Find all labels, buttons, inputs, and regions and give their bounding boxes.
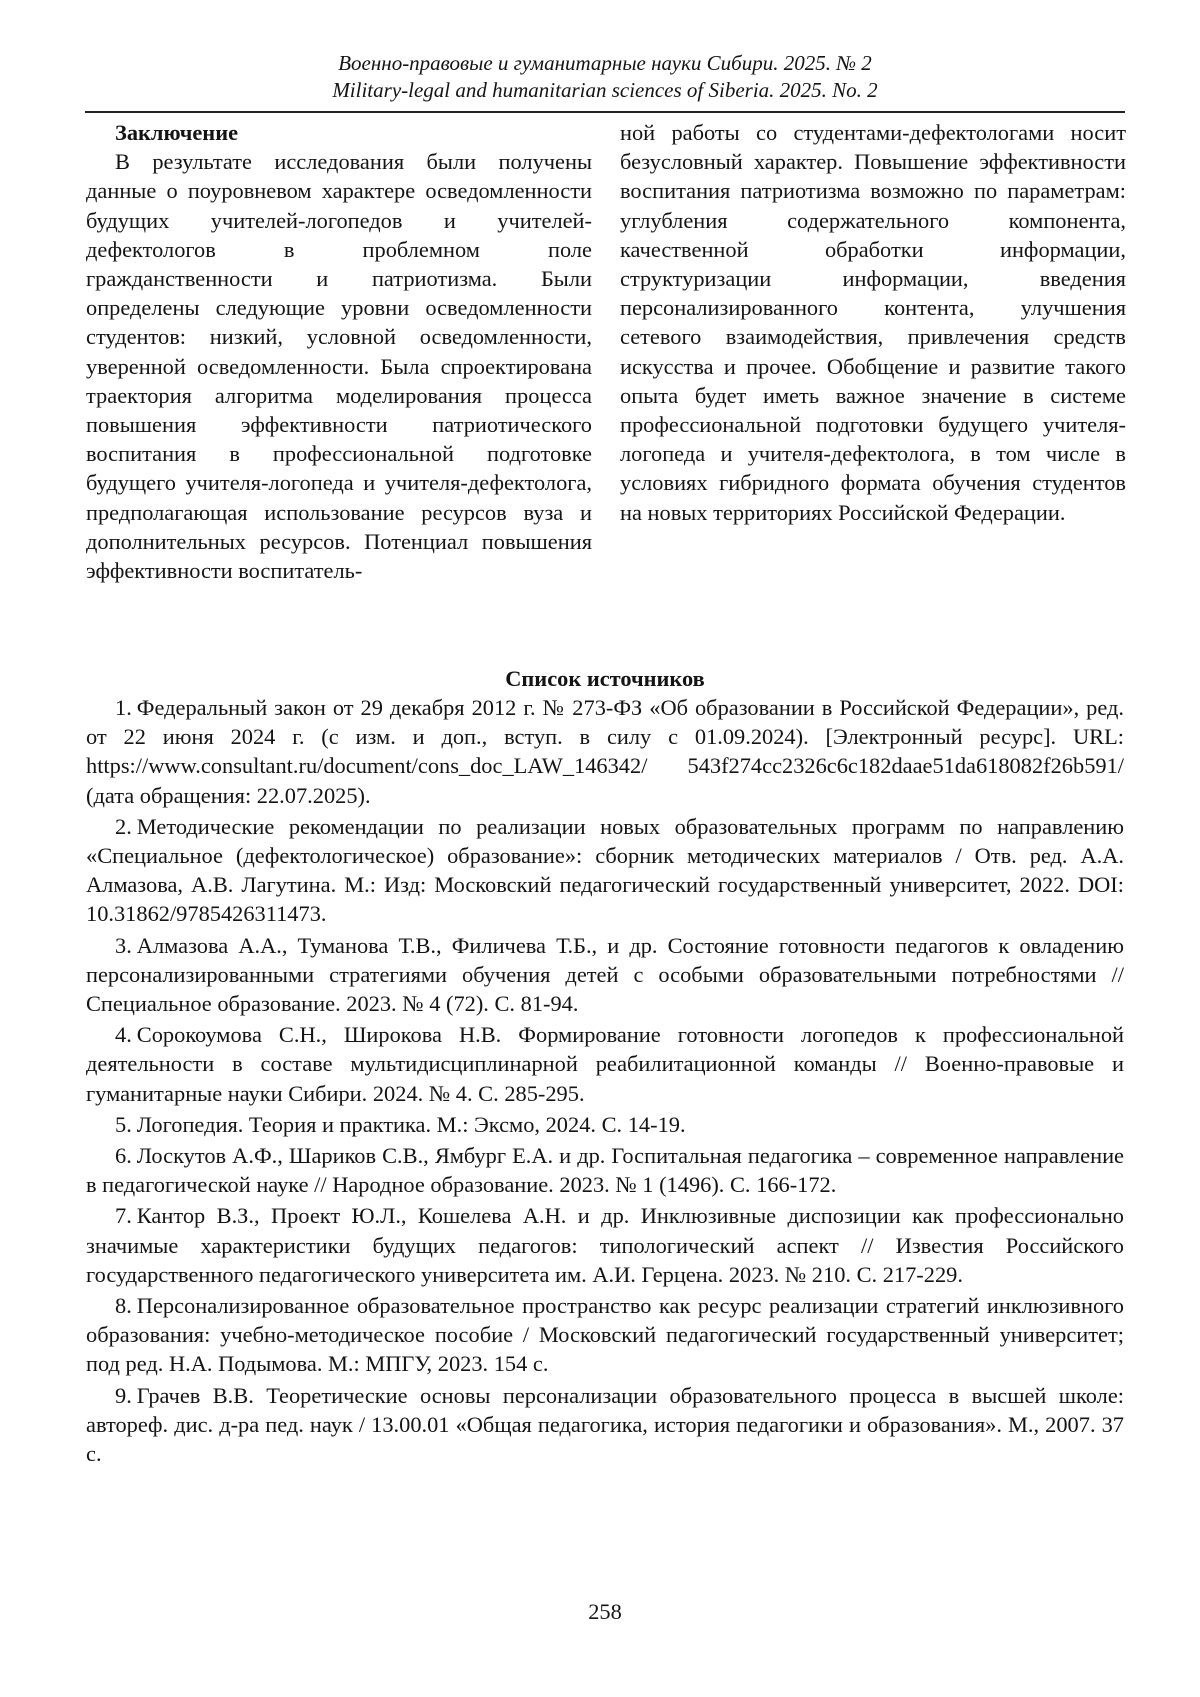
journal-title-en: Military-legal and humanitarian sciences of Siberia. 2025. No. 2 xyxy=(332,78,878,102)
reference-item: 7. Кантор В.З., Проект Ю.Л., Кошелева А.Н. и др. Инклюзивные диспозиции как профессионально значимые характеристики будущих педагогов: типологический аспект // Известия Российского государственного педагогического университета им. А.И. Герцена. 2023. № 210. С. 217-229. xyxy=(86,1203,1124,1287)
conclusion-left-column xyxy=(86,118,592,585)
reference-item: 2. Методические рекомендации по реализации новых образовательных программ по направлению «Специальное (дефектологическое) образование»: сборник методических материалов / Отв. ред. А.А. Алмазова, А.В. Лагутина. М.: Изд: Московский педагогический государственный университет, 2022. DOI: 10.31862/9785426311473. xyxy=(86,813,1124,927)
journal-header xyxy=(85,50,1125,104)
reference-item: 4. Сорокоумова С.Н., Широкова Н.В. Формирование готовности логопедов к профессиональной деятельности в составе мультидисциплинарной реабилитационной команды // Военно-правовые и гуманитарные науки Сибири. 2024. № 4. С. 285-295. xyxy=(86,1022,1124,1106)
references-title: Список источников xyxy=(505,666,705,691)
reference-item: 9. Грачев В.В. Теоретические основы персонализации образовательного процесса в высшей школе: автореф. дис. д-ра пед. наук / 13.00.01 «Общая педагогика, история педагогики и образования». М., 2007. 37 с. xyxy=(86,1382,1124,1467)
page-number: 258 xyxy=(588,1599,622,1624)
journal-title-ru: Военно-правовые и гуманитарные науки Сибири. 2025. № 2 xyxy=(338,51,872,75)
conclusion-heading: Заключение xyxy=(115,120,239,145)
reference-item: 5. Логопедия. Теория и практика. М.: Эксмо, 2024. С. 14-19. xyxy=(115,1111,686,1137)
references-list xyxy=(86,693,1124,1470)
reference-item: 3. Алмазова А.А., Туманова Т.В., Филичева Т.Б., и др. Состояние готовности педагогов к овладению персонализированными стратегиями обучения детей с особыми образовательными потребностями // Специальное образование. 2023. № 4 (72). С. 81-94. xyxy=(86,932,1124,1017)
header-rule xyxy=(85,111,1125,113)
reference-item: 8. Персонализированное образовательное пространство как ресурс реализации стратегий инклюзивного образования: учебно-методическое пособие / Московский педагогический государственный университет; под ред. Н.А. Подымова. М.: МПГУ, 2023. 154 с. xyxy=(86,1293,1124,1377)
conclusion-paragraph-left: В результате исследования были получены данные о поуровневом характере осведомленности будущих учителей-логопедов и учителей-дефектологов в проблемном поле гражданственности и патриотизма. Были определены следующие уровни осведомленности студентов: низкий, условной осведомленности, уверенной осведомленности. Была спроектирована траектория алгоритма моделирования процесса повышения эффективности патриотического воспитания в профессиональной подготовке будущего учителя-логопеда и учителя-дефектолога, предполагающая использование ресурсов вуза и дополнительных ресурсов. Потенциал повышения эффективности воспитатель- xyxy=(86,149,592,584)
reference-item: 1. Федеральный закон от 29 декабря 2012 г. № 273-ФЗ «Об образовании в Российской Федерации», ред. от 22 июня 2024 г. (с изм. и доп., вступ. в силу с 01.09.2024). [Электронный ресурс]. URL: https://www.consultant.ru/document/cons_doc_LAW_146342/ 543f274cc2326c6c182daae51da618082f26b591/ (дата обращения: 22.07.2025). xyxy=(86,695,1124,808)
conclusion-right-column xyxy=(620,118,1126,527)
conclusion-paragraph-right: ной работы со студентами-дефектологами носит безусловный характер. Повышение эффективности воспитания патриотизма возможно по параметрам: углубления содержательного компонента, качественной обработки информации, структуризации информации, введения персонализированного контента, улучшения сетевого взаимодействия, привлечения средств искусства и прочее. Обобщение и развитие такого опыта будет иметь важное значение в системе профессиональной подготовки будущего учителя-логопеда и учителя-дефектолога, в том числе в условиях гибридного формата обучения студентов на новых территориях Российской Федерации. xyxy=(620,120,1126,525)
reference-item: 6. Лоскутов А.Ф., Шариков С.В., Ямбург Е.А. и др. Госпитальная педагогика – современное направление в педагогической науке // Народное образование. 2023. № 1 (1496). С. 166-172. xyxy=(86,1143,1124,1198)
